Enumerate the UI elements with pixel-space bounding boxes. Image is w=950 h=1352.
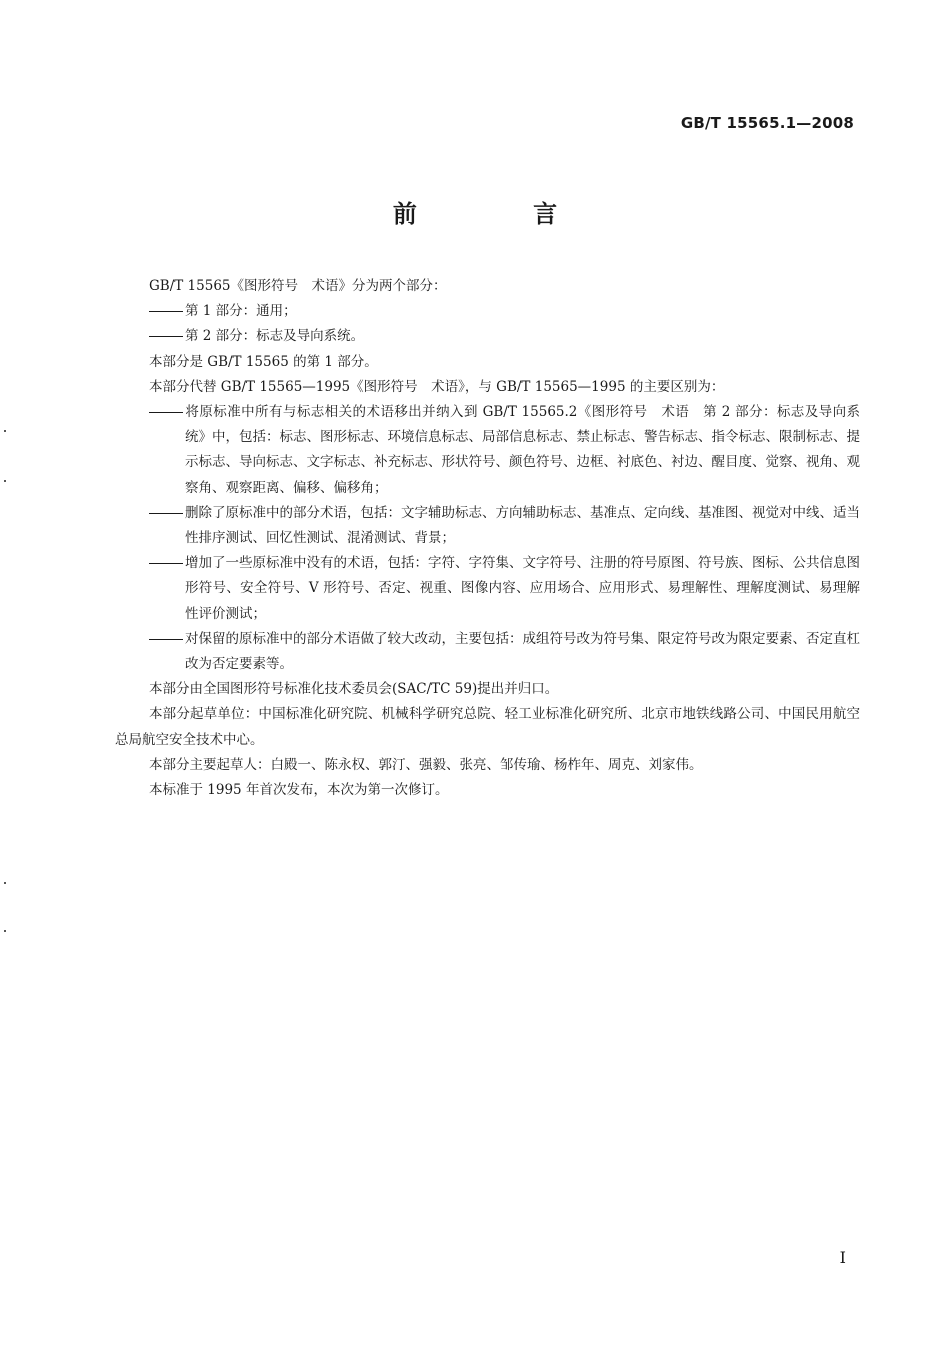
paragraph: 本部分代替 GB/T 15565—1995《图形符号 术语》，与 GB/T 15565—1995 的主要区别为：	[149, 378, 725, 395]
scan-mark	[4, 430, 6, 432]
page-number: I	[839, 1248, 846, 1267]
paragraph: 本部分起草单位：中国标准化研究院、机械科学研究总院、轻工业标准化研究所、北京市地铁线路公司、中国民用航空总局航空安全技术中心。	[115, 706, 860, 748]
list-item-text: 删除了原标准中的部分术语，包括：文字辅助标志、方向辅助标志、基准点、定向线、基准图、视觉对中线、适当性排序测试、回忆性测试、混淆测试、背景；	[185, 504, 860, 547]
em-dash-bullet	[149, 551, 185, 576]
list-item-text: 对保留的原标准中的部分术语做了较大改动，主要包括：成组符号改为符号集、限定符号改为限定要素、否定直杠改为否定要素等。	[185, 630, 860, 673]
em-dash-bullet	[149, 299, 185, 324]
list-item	[115, 299, 860, 324]
list-item	[115, 400, 860, 501]
list-item	[115, 627, 860, 677]
em-dash-bullet	[149, 324, 185, 349]
paragraph: GB/T 15565《图形符号 术语》分为两个部分：	[149, 278, 447, 294]
list-item-text: 增加了一些原标准中没有的术语，包括：字符、字符集、文字符号、注册的符号原图、符号族、图标、公共信息图形符号、安全符号、V 形符号、否定、视重、图像内容、应用场合、应用形式、易理解性、理解度测试、易理解性评价测试；	[185, 555, 860, 622]
em-dash-bullet	[149, 400, 185, 425]
paragraph: 本标准于 1995 年首次发布，本次为第一次修订。	[149, 782, 449, 799]
paragraph: 本部分由全国图形符号标准化技术委员会(SAC/TC 59)提出并归口。	[149, 681, 559, 698]
list-item-text: 第 1 部分：通用；	[185, 303, 297, 320]
scan-mark	[4, 882, 6, 884]
list-item	[115, 324, 860, 349]
page-title: 前 言	[392, 200, 612, 228]
em-dash-bullet	[149, 501, 185, 526]
document-body	[115, 274, 860, 803]
em-dash-bullet	[149, 627, 185, 652]
list-item	[115, 551, 860, 627]
scan-mark	[4, 930, 6, 932]
list-item-text: 第 2 部分：标志及导向系统。	[185, 328, 365, 345]
paragraph: 本部分是 GB/T 15565 的第 1 部分。	[149, 353, 378, 370]
paragraph: 本部分主要起草人：白殿一、陈永权、郭汀、强毅、张亮、邹传瑜、杨柞年、周克、刘家伟。	[149, 756, 703, 773]
scan-mark	[4, 480, 6, 482]
list-item	[115, 501, 860, 551]
standard-code: GB/T 15565.1—2008	[680, 114, 854, 132]
list-item-text: 将原标准中所有与标志相关的术语移出并纳入到 GB/T 15565.2《图形符号 术语 第 2 部分：标志及导向系统》中，包括：标志、图形标志、环境信息标志、局部信息标志、禁止标志、警告标志、指令标志、限制标志、提示标志、导向标志、文字标志、补充标志、形状符号、颜色符号、边框、衬底色、衬边、醒目度、觉察、视角、观察角、观察距离、偏移、偏移角；	[185, 404, 860, 496]
